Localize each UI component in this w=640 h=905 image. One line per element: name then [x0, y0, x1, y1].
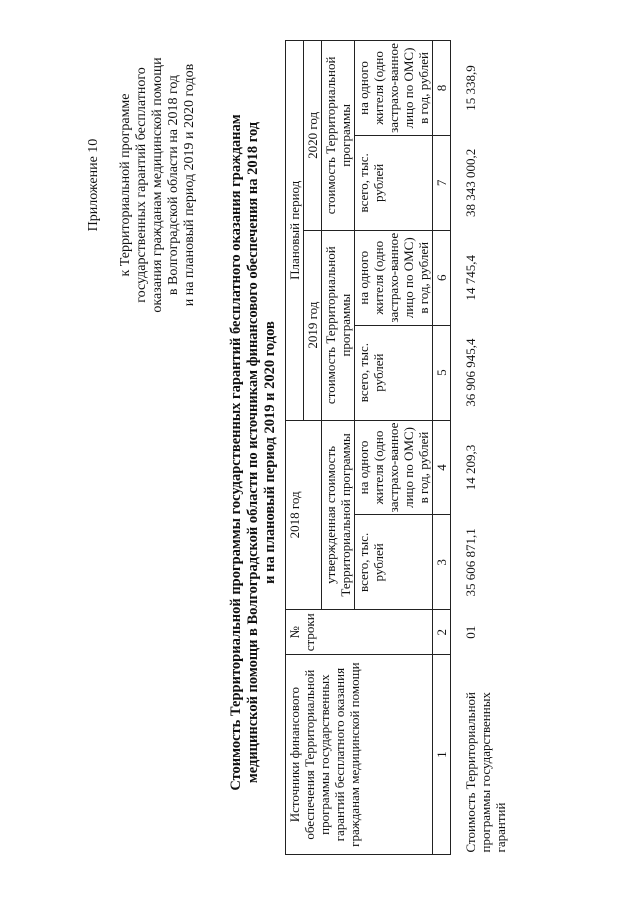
- header-per-capita: на одного жителя (одно застрахо-ванное лицо по ОМС) в год, рублей: [355, 41, 433, 136]
- column-number: 3: [433, 515, 451, 610]
- appendix-line: к Территориальной программе: [118, 93, 133, 277]
- header-year-2018: 2018 год: [286, 420, 322, 610]
- header-total: всего, тыс. рублей: [355, 135, 433, 230]
- cost-table: [285, 40, 509, 855]
- header-cost-2019: стоимость Территориальной программы: [322, 230, 355, 420]
- value-2018-total: 35 606 871,1: [463, 528, 478, 597]
- header-per-capita: на одного жителя (одно застрахо-ванное лицо по ОМС) в год, рублей: [355, 230, 433, 325]
- column-number: 4: [433, 420, 451, 515]
- title-line: и на плановый период 2019 и 2020 годов: [262, 321, 278, 584]
- title-line: Стоимость Территориальной программы государственных гарантий бесплатного оказания гражданам: [228, 114, 244, 791]
- document-title: [228, 0, 279, 905]
- column-number: 2: [433, 610, 451, 655]
- header-per-capita: на одного жителя (одно застрахо-ванное лицо по ОМС) в год, рублей: [355, 420, 433, 515]
- appendix-heading: Приложение 10: [86, 138, 101, 232]
- column-number: 8: [433, 41, 451, 136]
- header-source: Источники финансового обеспечения Территориальной программы государственных гарантий бесплатного оказания гражданам медицинской помощи: [286, 655, 433, 855]
- title-line: медицинской помощи в Волгоградской области по источникам финансового обеспечения на 2018 год: [245, 121, 261, 784]
- header-year-2020: 2020 год: [304, 41, 322, 231]
- header-approved-cost: утвержденная стоимость Территориальной программы: [322, 420, 355, 610]
- appendix-line: в Волгоградской области на 2018 год: [166, 74, 181, 296]
- header-cost-2020: стоимость Территориальной программы: [322, 41, 355, 231]
- column-number-row: [433, 41, 451, 855]
- row-label: Стоимость Территориальной программы государственных гарантий: [463, 691, 508, 853]
- column-number: 6: [433, 230, 451, 325]
- value-2020-total: 38 343 000,2: [463, 148, 478, 217]
- appendix-block: [86, 20, 198, 350]
- column-number: 7: [433, 135, 451, 230]
- appendix-line: государственных гарантий бесплатного: [134, 67, 149, 303]
- header-total: всего, тыс. рублей: [355, 325, 433, 420]
- header-year-2019: 2019 год: [304, 230, 322, 420]
- header-total: всего, тыс. рублей: [355, 515, 433, 610]
- value-2020-per-capita: 15 338,9: [463, 65, 478, 111]
- header-planned-period: Плановый период: [286, 41, 304, 421]
- column-number: 5: [433, 325, 451, 420]
- row-number: 01: [463, 625, 478, 639]
- value-2019-total: 36 906 945,4: [463, 338, 478, 407]
- appendix-line: и на плановый период 2019 и 2020 годов: [182, 63, 197, 307]
- column-number: 1: [433, 655, 451, 855]
- header-row-number: № строки: [286, 610, 433, 655]
- appendix-line: оказания гражданам медицинской помощи: [150, 57, 165, 313]
- value-2018-per-capita: 14 209,3: [463, 444, 478, 491]
- table-row: [451, 41, 510, 855]
- value-2019-per-capita: 14 745,4: [463, 255, 478, 301]
